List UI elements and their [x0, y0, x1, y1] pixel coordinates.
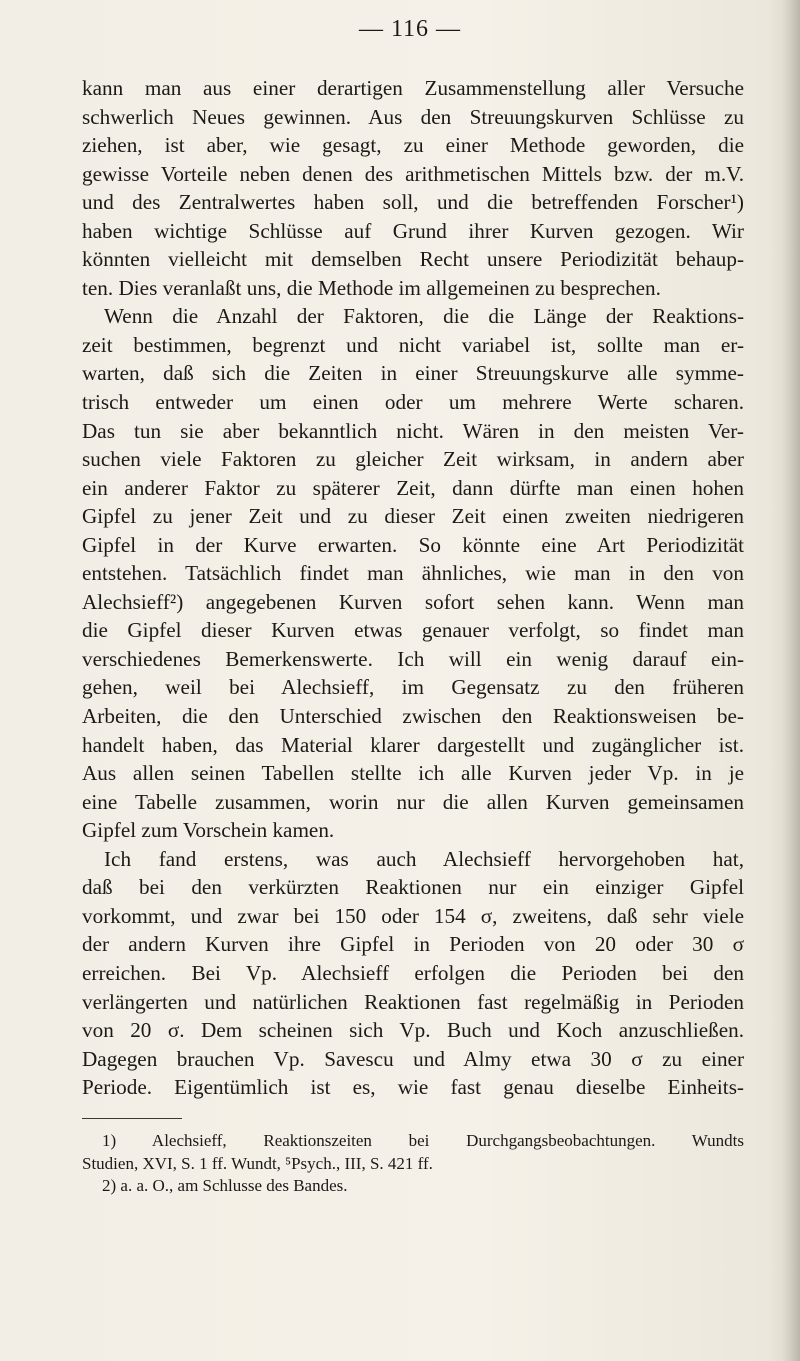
text-line: von 20 σ. Dem scheinen sich Vp. Buch und Koch anzuschließen. — [82, 1018, 744, 1043]
text-line: verschiedenes Bemerkenswerte. Ich will ein wenig darauf ein- — [82, 646, 744, 671]
text-line: Dagegen brauchen Vp. Savescu und Almy etwa 30 σ zu einer — [82, 1046, 744, 1071]
footnote-1 — [82, 1130, 744, 1175]
text-line: zeit bestimmen, begrenzt und nicht variabel ist, sollte man er- — [82, 332, 744, 357]
text-line: vorkommt, und zwar bei 150 oder 154 σ, zweitens, daß sehr viele — [82, 903, 744, 928]
text-line: daß bei den verkürzten Reaktionen nur ein einziger Gipfel — [82, 875, 744, 900]
page-edge-shadow — [782, 0, 800, 1361]
paragraph-3 — [82, 845, 744, 1102]
text-line: die Gipfel dieser Kurven etwas genauer verfolgt, so findet man — [82, 618, 744, 643]
text-line: ziehen, ist aber, wie gesagt, zu einer Methode geworden, die — [82, 133, 744, 158]
body-text — [82, 74, 744, 1102]
text-line: Gipfel zum Vorschein kamen. — [82, 818, 335, 843]
text-line: ten. Dies veranlaßt uns, die Methode im allgemeinen zu besprechen. — [82, 275, 661, 300]
text-line: ein anderer Faktor zu späterer Zeit, dann dürfte man einen hohen — [82, 475, 744, 500]
text-line: eine Tabelle zusammen, worin nur die allen Kurven gemeinsamen — [82, 789, 744, 814]
text-line: trisch entweder um einen oder um mehrere Werte scharen. — [82, 390, 744, 415]
footnote-divider — [82, 1118, 182, 1119]
text-line: Periode. Eigentümlich ist es, wie fast genau dieselbe Einheits- — [82, 1075, 744, 1100]
text-line: entstehen. Tatsächlich findet man ähnliches, wie man in den von — [82, 561, 744, 586]
paragraph-1 — [82, 74, 744, 302]
text-line: Ich fand erstens, was auch Alechsieff hervorgehoben hat, — [104, 846, 744, 871]
page-number: — 116 — — [358, 16, 462, 42]
text-line: Wenn die Anzahl der Faktoren, die die Länge der Reaktions- — [104, 304, 744, 329]
text-line: handelt haben, das Material klarer dargestellt und zugänglicher ist. — [82, 732, 744, 757]
text-line: warten, daß sich die Zeiten in einer Streuungskurve alle symme- — [82, 361, 744, 386]
text-line: Gipfel in der Kurve erwarten. So könnte eine Art Periodizität — [82, 532, 744, 557]
text-line: Arbeiten, die den Unterschied zwischen den Reaktionsweisen be- — [82, 704, 744, 729]
text-line: und des Zentralwertes haben soll, und die betreffenden Forscher¹) — [82, 190, 744, 215]
footnote-2 — [82, 1175, 744, 1198]
paragraph-2 — [82, 302, 744, 844]
text-line: könnten vielleicht mit demselben Recht unsere Periodizität behaup- — [82, 247, 744, 272]
text-line: Aus allen seinen Tabellen stellte ich alle Kurven jeder Vp. in je — [82, 761, 744, 786]
text-line: haben wichtige Schlüsse auf Grund ihrer Kurven gezogen. Wir — [82, 218, 744, 243]
text-line: verlängerten und natürlichen Reaktionen fast regelmäßig in Perioden — [82, 989, 744, 1014]
text-line: der andern Kurven ihre Gipfel in Perioden von 20 oder 30 σ — [82, 932, 744, 957]
footnote-line: 2) a. a. O., am Schlusse des Bandes. — [102, 1176, 348, 1195]
text-line: Gipfel zu jener Zeit und zu dieser Zeit einen zweiten niedrigeren — [82, 504, 744, 529]
footnotes — [82, 1130, 744, 1198]
text-line: suchen viele Faktoren zu gleicher Zeit wirksam, in andern aber — [82, 447, 744, 472]
text-line: gehen, weil bei Alechsieff, im Gegensatz zu den früheren — [82, 675, 744, 700]
footnote-line: 1) Alechsieff, Reaktionszeiten bei Durchgangsbeobachtungen. Wundts — [102, 1131, 744, 1150]
text-line: schwerlich Neues gewinnen. Aus den Streuungskurven Schlüsse zu — [82, 104, 744, 129]
text-line: erreichen. Bei Vp. Alechsieff erfolgen die Perioden bei den — [82, 960, 744, 985]
text-line: kann man aus einer derartigen Zusammenstellung aller Versuche — [82, 76, 744, 100]
text-line: Alechsieff²) angegebenen Kurven sofort sehen kann. Wenn man — [82, 589, 744, 614]
text-line: Das tun sie aber bekanntlich nicht. Wären in den meisten Ver- — [82, 418, 744, 443]
footnote-line: Studien, XVI, S. 1 ff. Wundt, ⁵Psych., III, S. 421 ff. — [82, 1153, 433, 1173]
text-line: gewisse Vorteile neben denen des arithmetischen Mittels bzw. der m.V. — [82, 161, 744, 186]
